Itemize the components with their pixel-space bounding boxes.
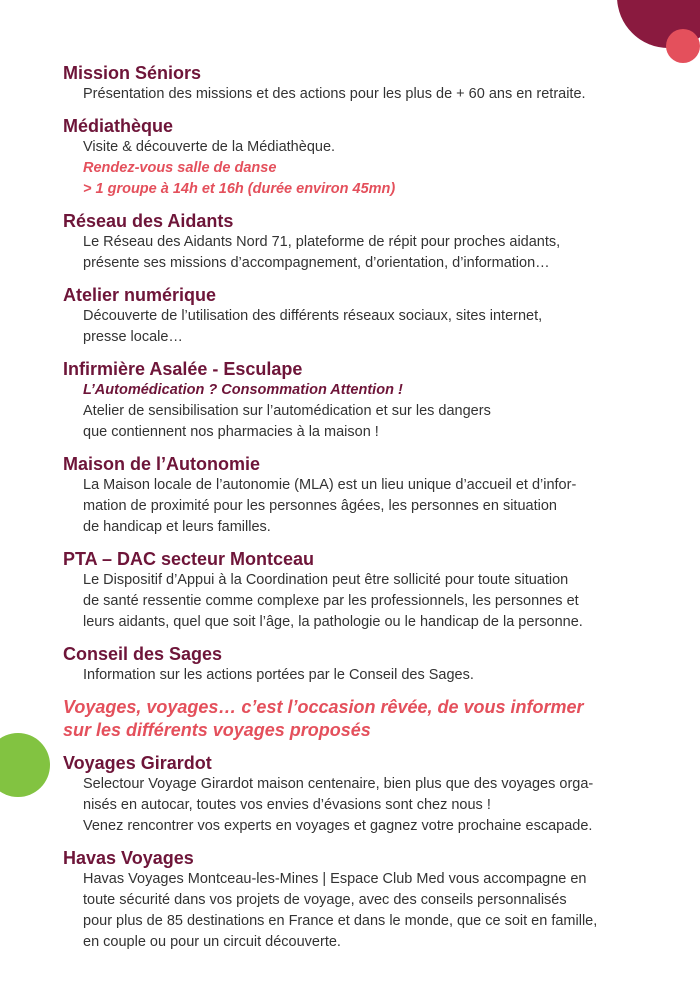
description-line: Havas Voyages Montceau-les-Mines | Espace Club Med vous accompagne en xyxy=(83,871,587,887)
emphasis-line: Rendez-vous salle de danse xyxy=(83,160,277,176)
section-body xyxy=(63,380,683,443)
program-content xyxy=(63,62,683,963)
section-reseau-des-aidants xyxy=(63,210,683,274)
description-line: Présentation des missions et des actions pour les plus de + 60 ans en retraite. xyxy=(83,86,586,102)
section-title: Mission Séniors xyxy=(63,63,202,83)
section-title: PTA – DAC secteur Montceau xyxy=(63,549,315,569)
description-line: Visite & découverte de la Médiathèque. xyxy=(83,139,336,155)
description-line: presse locale… xyxy=(83,329,183,345)
section-title: Voyages Girardot xyxy=(63,753,212,773)
section-body xyxy=(63,774,683,837)
description-line: Découverte de l’utilisation des différents réseaux sociaux, sites internet, xyxy=(83,308,543,324)
section-infirmiere-asalee-esculape xyxy=(63,358,683,443)
decorative-circle-pink xyxy=(666,29,700,63)
section-title: Havas Voyages xyxy=(63,848,194,868)
section-mediatheque xyxy=(63,115,683,200)
description-line: en couple ou pour un circuit découverte. xyxy=(83,934,341,950)
section-body xyxy=(63,84,683,105)
description-line: La Maison locale de l’autonomie (MLA) est un lieu unique d’accueil et d’infor- xyxy=(83,477,577,493)
section-title: Maison de l’Autonomie xyxy=(63,454,261,474)
emphasis-line: L’Automédication ? Consommation Attention ! xyxy=(83,382,403,398)
section-conseil-des-sages xyxy=(63,643,683,686)
section-body xyxy=(63,475,683,538)
description-line: Information sur les actions portées par le Conseil des Sages. xyxy=(83,667,474,683)
description-line: de santé ressentie comme complexe par les professionnels, les personnes et xyxy=(83,593,579,609)
description-line: toute sécurité dans vos projets de voyage, avec des conseils personnalisés xyxy=(83,892,567,908)
section-pta-dac-secteur-montceau xyxy=(63,548,683,633)
travel-highlight xyxy=(63,696,683,742)
section-title: Atelier numérique xyxy=(63,285,217,305)
section-body xyxy=(63,570,683,633)
emphasis-line: > 1 groupe à 14h et 16h (durée environ 45mn) xyxy=(83,181,396,197)
section-maison-de-l-autonomie xyxy=(63,453,683,538)
description-line: nisés en autocar, toutes vos envies d’évasions sont chez nous ! xyxy=(83,797,491,813)
description-line: Venez rencontrer vos experts en voyages et gagnez votre prochaine escapade. xyxy=(83,818,593,834)
description-line: de handicap et leurs familles. xyxy=(83,519,271,535)
section-havas-voyages xyxy=(63,847,683,953)
section-title: Médiathèque xyxy=(63,116,174,136)
section-body xyxy=(63,306,683,348)
description-line: Le Dispositif d’Appui à la Coordination peut être sollicité pour toute situation xyxy=(83,572,569,588)
description-line: Selectour Voyage Girardot maison centenaire, bien plus que des voyages orga- xyxy=(83,776,594,792)
description-line: Atelier de sensibilisation sur l’automédication et sur les dangers xyxy=(83,403,491,419)
description-line: que contiennent nos pharmacies à la maison ! xyxy=(83,424,379,440)
section-title: Réseau des Aidants xyxy=(63,211,234,231)
section-body xyxy=(63,665,683,686)
decorative-circle-green xyxy=(0,733,50,797)
travel-agencies-list xyxy=(63,752,683,953)
description-line: Le Réseau des Aidants Nord 71, plateforme de répit pour proches aidants, xyxy=(83,234,561,250)
description-line: leurs aidants, quel que soit l’âge, la pathologie ou le handicap de la personne. xyxy=(83,614,583,630)
highlight-line: Voyages, voyages… c’est l’occasion rêvée, de vous informer xyxy=(63,697,584,717)
section-body xyxy=(63,232,683,274)
section-mission-seniors xyxy=(63,62,683,105)
section-voyages-girardot xyxy=(63,752,683,837)
highlight-line: sur les différents voyages proposés xyxy=(63,720,371,740)
section-title: Infirmière Asalée - Esculape xyxy=(63,359,303,379)
description-line: mation de proximité pour les personnes âgées, les personnes en situation xyxy=(83,498,557,514)
description-line: présente ses missions d’accompagnement, d’orientation, d’information… xyxy=(83,255,550,271)
section-body xyxy=(63,869,683,953)
section-body xyxy=(63,137,683,200)
description-line: pour plus de 85 destinations en France et dans le monde, que ce soit en famille, xyxy=(83,913,598,929)
section-atelier-numerique xyxy=(63,284,683,348)
stands-list xyxy=(63,62,683,686)
section-title: Conseil des Sages xyxy=(63,644,223,664)
